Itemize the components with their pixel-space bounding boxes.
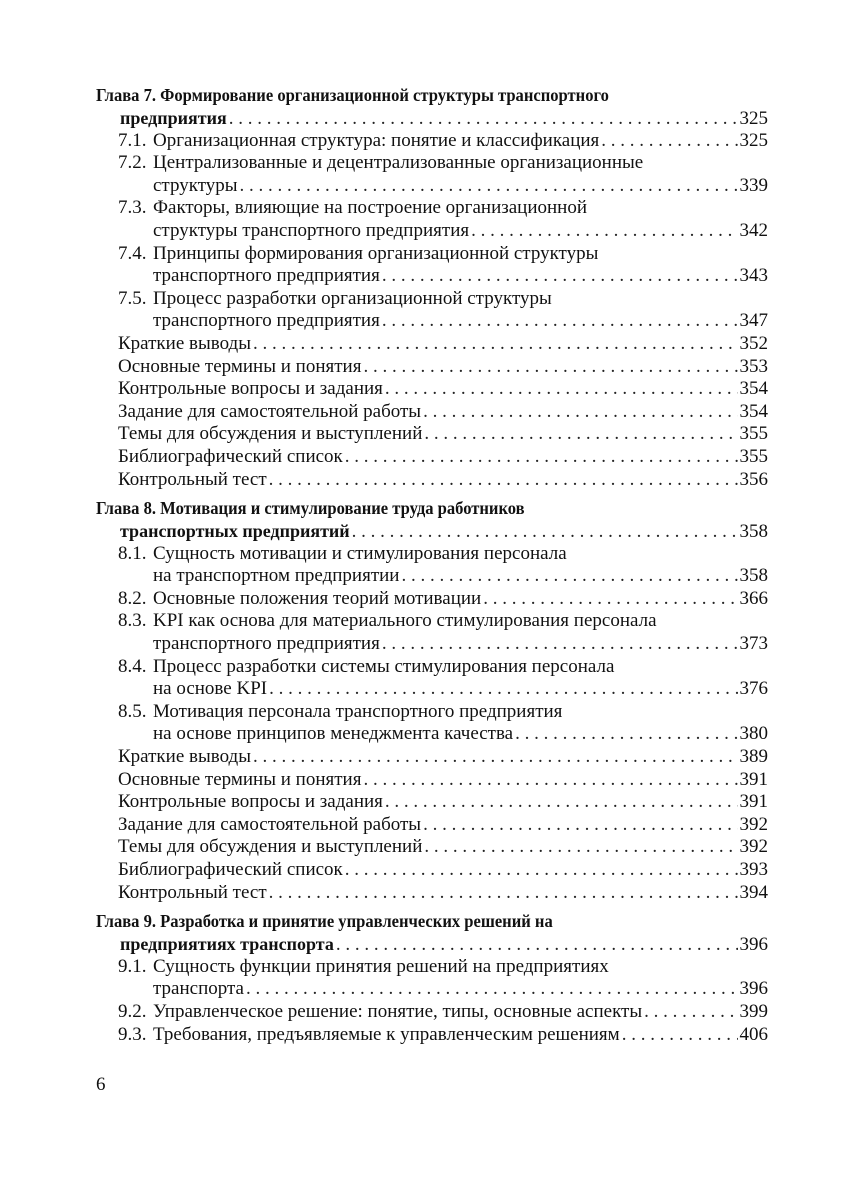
- page-ref: 342: [739, 219, 768, 241]
- page-ref: 343: [739, 265, 768, 287]
- dot-leader: [229, 108, 738, 131]
- dot-leader: [336, 934, 738, 957]
- item-row: [96, 769, 768, 792]
- dot-leader: [622, 1024, 738, 1047]
- dot-leader: [423, 401, 737, 424]
- section-number: 7.2.: [118, 152, 147, 174]
- dot-leader: [385, 791, 738, 814]
- item-label: Краткие выводы: [118, 332, 251, 354]
- section-row: [96, 656, 768, 679]
- dot-leader: [253, 333, 738, 356]
- item-label: Задание для самостоятельной работы: [118, 400, 422, 422]
- dot-leader: [515, 723, 737, 746]
- section-row-cont: [96, 565, 768, 588]
- chapter-title: Глава 9. Разработка и принятие управленческих решений на: [96, 911, 553, 932]
- dot-leader: [483, 588, 737, 611]
- section-label: [118, 656, 614, 677]
- page-ref: 376: [739, 678, 768, 700]
- section-row-cont: [96, 723, 768, 746]
- page-ref: 347: [739, 310, 768, 332]
- section-row: [96, 288, 768, 311]
- page-ref: 352: [739, 332, 768, 354]
- page-ref: 406: [739, 1023, 768, 1045]
- section-label: [118, 956, 609, 977]
- item-row: [96, 423, 768, 446]
- dot-leader: [269, 882, 738, 905]
- page-ref: 396: [739, 978, 768, 1000]
- section-number: 8.3.: [118, 610, 147, 632]
- section-row: [96, 610, 768, 633]
- page-ref: 393: [739, 859, 768, 880]
- item-row: [96, 469, 768, 492]
- page-ref: 392: [739, 813, 768, 835]
- item-label: Задание для самостоятельной работы: [118, 813, 422, 835]
- page-ref: 392: [739, 836, 768, 858]
- dot-leader: [382, 265, 738, 288]
- item-row: [96, 356, 768, 379]
- page-ref: 394: [739, 881, 768, 903]
- section-title: Процесс разработки организационной структуры: [153, 287, 552, 309]
- section-number: 8.1.: [118, 542, 147, 564]
- item-label: Библиографический список: [118, 445, 343, 467]
- item-label: Контрольный тест: [118, 881, 267, 903]
- dot-leader: [345, 446, 738, 469]
- section-label: [118, 543, 567, 564]
- section-title-continued: на основе KPI: [153, 678, 268, 700]
- section-row: [96, 197, 768, 220]
- section-number: 8.2.: [118, 587, 147, 609]
- section-number: 9.3.: [118, 1023, 147, 1045]
- section-number: 7.4.: [118, 242, 147, 264]
- dot-leader: [240, 175, 738, 198]
- dot-leader: [424, 423, 737, 446]
- page-ref: 358: [739, 521, 768, 543]
- section-title: Факторы, влияющие на построение организационной: [153, 197, 588, 219]
- page-ref: 354: [739, 378, 768, 400]
- item-row: [96, 401, 768, 424]
- page-ref: 373: [739, 633, 768, 655]
- chapter-title-continued: транспортных предприятий: [120, 521, 350, 542]
- section-row-cont: [96, 978, 768, 1001]
- section-row: [96, 1001, 768, 1024]
- chapter-title: Глава 7. Формирование организационной структуры транспортного: [96, 85, 609, 105]
- item-row: [96, 378, 768, 401]
- section-number: 9.2.: [118, 1000, 147, 1022]
- section-title: KPI как основа для материального стимулирования персонала: [153, 610, 657, 632]
- item-row: [96, 836, 768, 859]
- table-of-contents: [96, 84, 768, 1052]
- item-row: [96, 859, 768, 882]
- section-row: [96, 588, 768, 611]
- page-ref: 391: [739, 768, 768, 790]
- section-label: [118, 610, 657, 631]
- section-number: 9.1.: [118, 955, 147, 977]
- page-ref: 366: [739, 587, 768, 609]
- section-title: Требования, предъявляемые к управленческим решениям: [153, 1023, 620, 1045]
- page-ref: 355: [739, 445, 768, 467]
- dot-leader: [401, 565, 737, 588]
- dot-leader: [352, 521, 738, 544]
- section-title-continued: транспорта: [153, 978, 244, 1000]
- page-ref: 325: [739, 129, 768, 151]
- section-title-continued: структуры транспортного предприятия: [153, 219, 470, 241]
- dot-leader: [424, 836, 737, 859]
- section-row-cont: [96, 265, 768, 288]
- section-label: [118, 588, 481, 611]
- section-title-continued: на основе принципов менеджмента качества: [153, 723, 514, 745]
- chapter-title-row: [96, 520, 768, 543]
- page-ref: 339: [739, 174, 768, 196]
- page-ref: 353: [739, 355, 768, 377]
- chapter-title-continued: предприятия: [120, 108, 227, 128]
- dot-leader: [269, 678, 737, 701]
- section-row-cont: [96, 175, 768, 198]
- section-row: [96, 701, 768, 724]
- section-label: [118, 701, 562, 722]
- section-label: [118, 243, 598, 264]
- item-label: Основные термины и понятия: [118, 768, 362, 790]
- dot-leader: [423, 814, 737, 837]
- item-label: Контрольные вопросы и задания: [118, 378, 383, 400]
- dot-leader: [382, 310, 738, 333]
- section-number: 7.5.: [118, 287, 147, 309]
- section-title: Сущность мотивации и стимулирования персонала: [153, 542, 567, 564]
- section-row-cont: [96, 678, 768, 701]
- section-row-cont: [96, 310, 768, 333]
- section-row: [96, 1024, 768, 1047]
- section-row: [96, 243, 768, 266]
- dot-leader: [363, 356, 737, 379]
- chapter-title: Глава 8. Мотивация и стимулирование труда работников: [96, 498, 525, 519]
- item-label: Краткие выводы: [118, 746, 251, 768]
- dot-leader: [269, 469, 738, 492]
- page-ref: 354: [739, 400, 768, 422]
- chapter-title-row: [96, 107, 768, 130]
- page-ref: 358: [739, 565, 768, 587]
- item-row: [96, 446, 768, 469]
- page-ref: 389: [739, 746, 768, 768]
- chapter-block: [96, 497, 768, 904]
- dot-leader: [644, 1001, 737, 1024]
- item-row: [96, 791, 768, 814]
- item-label: Контрольный тест: [118, 468, 267, 490]
- section-label: [118, 1001, 642, 1024]
- section-row: [96, 543, 768, 566]
- section-number: 7.3.: [118, 197, 147, 219]
- section-number: 7.1.: [118, 129, 147, 151]
- item-label: Библиографический список: [118, 859, 343, 880]
- page-ref: 325: [739, 108, 768, 129]
- dot-leader: [385, 378, 738, 401]
- section-title: Управленческое решение: понятие, типы, основные аспекты: [153, 1000, 643, 1022]
- section-label: [118, 288, 552, 309]
- section-title-continued: структуры: [153, 174, 238, 196]
- section-row-cont: [96, 633, 768, 656]
- dot-leader: [345, 859, 738, 882]
- section-number: 8.4.: [118, 655, 147, 677]
- dot-leader: [253, 746, 738, 769]
- section-row: [96, 152, 768, 175]
- section-title: Основные положения теорий мотивации: [153, 587, 482, 609]
- section-row: [96, 956, 768, 979]
- section-title-continued: транспортного предприятия: [153, 310, 380, 332]
- section-title: Мотивация персонала транспортного предприятия: [153, 700, 563, 722]
- section-title-continued: на транспортном предприятии: [153, 565, 400, 587]
- item-label: Темы для обсуждения и выступлений: [118, 423, 423, 445]
- page-number: 6: [96, 1074, 106, 1095]
- section-label: [118, 197, 587, 218]
- section-row: [96, 130, 768, 153]
- section-title: Принципы формирования организационной структуры: [153, 242, 599, 264]
- section-title-continued: транспортного предприятия: [153, 633, 380, 655]
- chapter-block: [96, 84, 768, 491]
- section-label: [118, 130, 599, 153]
- section-title: Процесс разработки системы стимулирования персонала: [153, 655, 615, 677]
- dot-leader: [363, 769, 737, 792]
- section-row-cont: [96, 220, 768, 243]
- chapter-title-continued: предприятиях транспорта: [120, 934, 334, 955]
- chapter-title-row: [96, 933, 768, 956]
- page-ref: 399: [739, 1000, 768, 1022]
- section-number: 8.5.: [118, 700, 147, 722]
- section-title: Сущность функции принятия решений на предприятиях: [153, 955, 609, 977]
- dot-leader: [471, 220, 737, 243]
- item-row: [96, 814, 768, 837]
- item-row: [96, 882, 768, 905]
- item-row: [96, 333, 768, 356]
- section-label: [118, 1024, 620, 1047]
- page-ref: 396: [739, 934, 768, 956]
- page-ref: 391: [739, 791, 768, 813]
- page-ref: 380: [739, 723, 768, 745]
- chapter-block: [96, 910, 768, 1046]
- dot-leader: [246, 978, 738, 1001]
- page-ref: 356: [739, 468, 768, 490]
- item-label: Контрольные вопросы и задания: [118, 791, 383, 813]
- section-label: [118, 152, 643, 173]
- item-label: Темы для обсуждения и выступлений: [118, 836, 423, 858]
- section-title-continued: транспортного предприятия: [153, 265, 380, 287]
- item-label: Основные термины и понятия: [118, 355, 362, 377]
- dot-leader: [601, 130, 737, 153]
- section-title: Организационная структура: понятие и классификация: [153, 129, 600, 151]
- section-title: Централизованные и децентрализованные организационные: [153, 152, 644, 174]
- page-ref: 355: [739, 423, 768, 445]
- dot-leader: [382, 633, 738, 656]
- item-row: [96, 746, 768, 769]
